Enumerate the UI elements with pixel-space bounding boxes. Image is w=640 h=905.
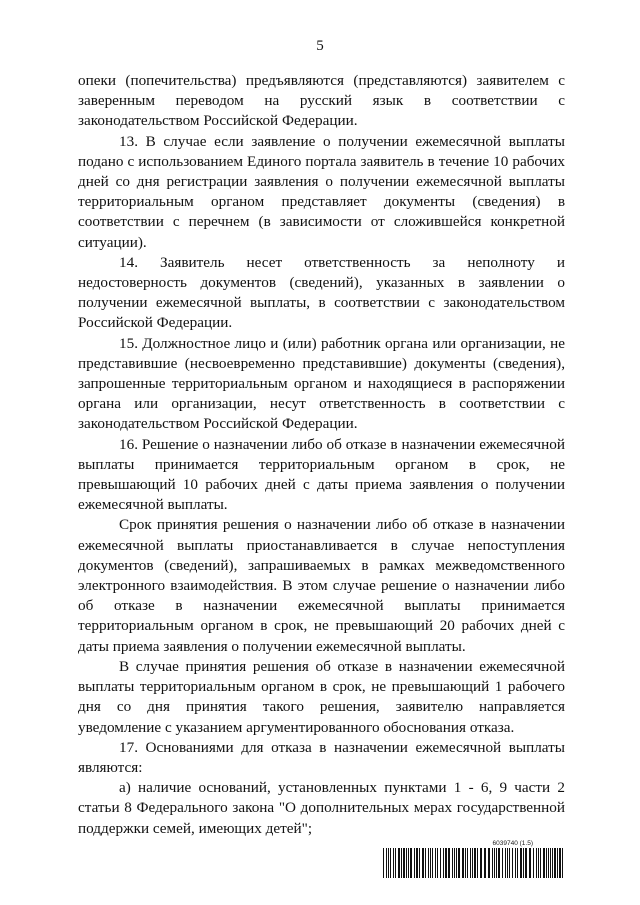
barcode-bar (523, 848, 524, 878)
barcode-bar (462, 848, 464, 878)
document-body (78, 71, 565, 839)
barcode-bar (388, 848, 389, 878)
barcode-bar (502, 848, 503, 878)
barcode-bar (529, 848, 531, 878)
barcode-bar (507, 848, 508, 878)
barcode-bar (494, 848, 495, 878)
barcode-bar (390, 848, 391, 878)
barcode-bar (546, 848, 547, 878)
paragraph: 15. Должностное лицо и (или) работник органа или организации, не представившие (несвоевременно представившие) документы (сведения), запрошенные территориальным органом и находящиеся в распоряжении органа или организации, несут ответственность в соответствии с законодательством Российской Федерации. (78, 334, 565, 433)
barcode-bar (456, 848, 457, 878)
barcode-bar (536, 848, 537, 878)
barcode-bar (467, 848, 468, 878)
barcode-bar (428, 848, 429, 878)
barcode-bar (533, 848, 534, 878)
barcode-bar (484, 848, 486, 878)
barcode-bar (465, 848, 466, 878)
barcode-bar (540, 848, 541, 878)
barcode-bar (474, 848, 476, 878)
barcode-bar (525, 848, 527, 878)
barcode-bar (403, 848, 405, 878)
barcode-bar (480, 848, 482, 878)
barcode-bar (408, 848, 409, 878)
barcode-bar (452, 848, 453, 878)
barcode-bar (538, 848, 539, 878)
barcode-bar (406, 848, 407, 878)
barcode-bar (416, 848, 418, 878)
barcode-bar (559, 848, 561, 878)
barcode-bar (496, 848, 497, 878)
barcode-bar (520, 848, 522, 878)
barcode-bar (432, 848, 433, 878)
barcode-bar (437, 848, 438, 878)
barcode-bar (543, 848, 545, 878)
barcode-bar (458, 848, 460, 878)
paragraph: 14. Заявитель несет ответственность за неполноту и недостоверность документов (сведений), указанных в заявлении о получении ежемесячной выплаты, в соответствии с законодательством Российской Федерации. (78, 253, 565, 332)
paragraph: 13. В случае если заявление о получении ежемесячной выплаты подано с использованием Единого портала заявитель в течение 10 рабочих дней со дня регистрации заявления о получении ежемесячной выплаты территориальным органом представляет документы (сведения) в соответствии с перечнем (в зависимости от сложившейся конкретной ситуации). (78, 132, 565, 251)
barcode-bar (454, 848, 455, 878)
barcode-bar (445, 848, 447, 878)
barcode-bar (515, 848, 516, 878)
paragraph: В случае принятия решения об отказе в назначении ежемесячной выплаты территориальным органом в срок, не превышающий 1 рабочего дня со дня принятия такого решения, заявителю направляется уведомление с указанием аргументированного обоснования отказа. (78, 657, 565, 736)
barcode-bar (443, 848, 444, 878)
barcode-bar (477, 848, 478, 878)
barcode-bar (414, 848, 415, 878)
barcode-bar (440, 848, 441, 878)
barcode-bar (512, 848, 513, 878)
barcode-bar (472, 848, 473, 878)
barcode-bar (395, 848, 396, 878)
barcode-bar (425, 848, 426, 878)
barcode-bars (383, 848, 563, 878)
barcode-bar (422, 848, 424, 878)
barcode-bar (435, 848, 436, 878)
barcode-bar (448, 848, 450, 878)
barcode-bar (509, 848, 510, 878)
barcode-bar (498, 848, 500, 878)
paragraph: 17. Основаниями для отказа в назначении ежемесячной выплаты являются: (78, 738, 565, 776)
barcode-bar (488, 848, 490, 878)
page-number: 5 (316, 38, 324, 54)
barcode-bar (517, 848, 518, 878)
barcode-bar (383, 848, 384, 878)
barcode-bar (470, 848, 471, 878)
barcode-bar (562, 848, 563, 878)
barcode-bar (401, 848, 402, 878)
barcode-bar (557, 848, 558, 878)
barcode-bar (410, 848, 412, 878)
barcode-bar (554, 848, 556, 878)
paragraph: опеки (попечительства) предъявляются (представляются) заявителем с заверенным переводом на русский язык в соответствии с законодательством Российской Федерации. (78, 72, 565, 130)
barcode-bar (492, 848, 493, 878)
barcode-bar (552, 848, 553, 878)
barcode-bar (393, 848, 394, 878)
barcode-bar (550, 848, 551, 878)
barcode-bar (386, 848, 387, 878)
barcode-bar (505, 848, 506, 878)
paragraph: Срок принятия решения о назначении либо об отказе в назначении ежемесячной выплаты приостанавливается в случае непоступления документов (сведений), запрашиваемых в рамках межведомственного электронного взаимодействия. В этом случае решение о назначении либо об отказе в назначении ежемесячной выплаты принимается территориальным органом в срок, не превышающий 20 рабочих дней с даты приема заявления о получении ежемесячной выплаты. (78, 516, 565, 655)
barcode-bar (430, 848, 431, 878)
barcode (383, 840, 563, 878)
barcode-bar (419, 848, 420, 878)
barcode-bar (548, 848, 549, 878)
barcode-bar (398, 848, 400, 878)
barcode-caption: 6039740 (1.5) (492, 840, 533, 847)
paragraph: 16. Решение о назначении либо об отказе в назначении ежемесячной выплаты принимается территориальным органом в срок, не превышающий 10 рабочих дней с даты приема заявления о получении ежемесячной выплаты. (78, 435, 565, 514)
paragraph: а) наличие оснований, установленных пунктами 1 - 6, 9 части 2 статьи 8 Федерального закона "О дополнительных мерах государственной поддержки семей, имеющих детей"; (78, 779, 565, 837)
